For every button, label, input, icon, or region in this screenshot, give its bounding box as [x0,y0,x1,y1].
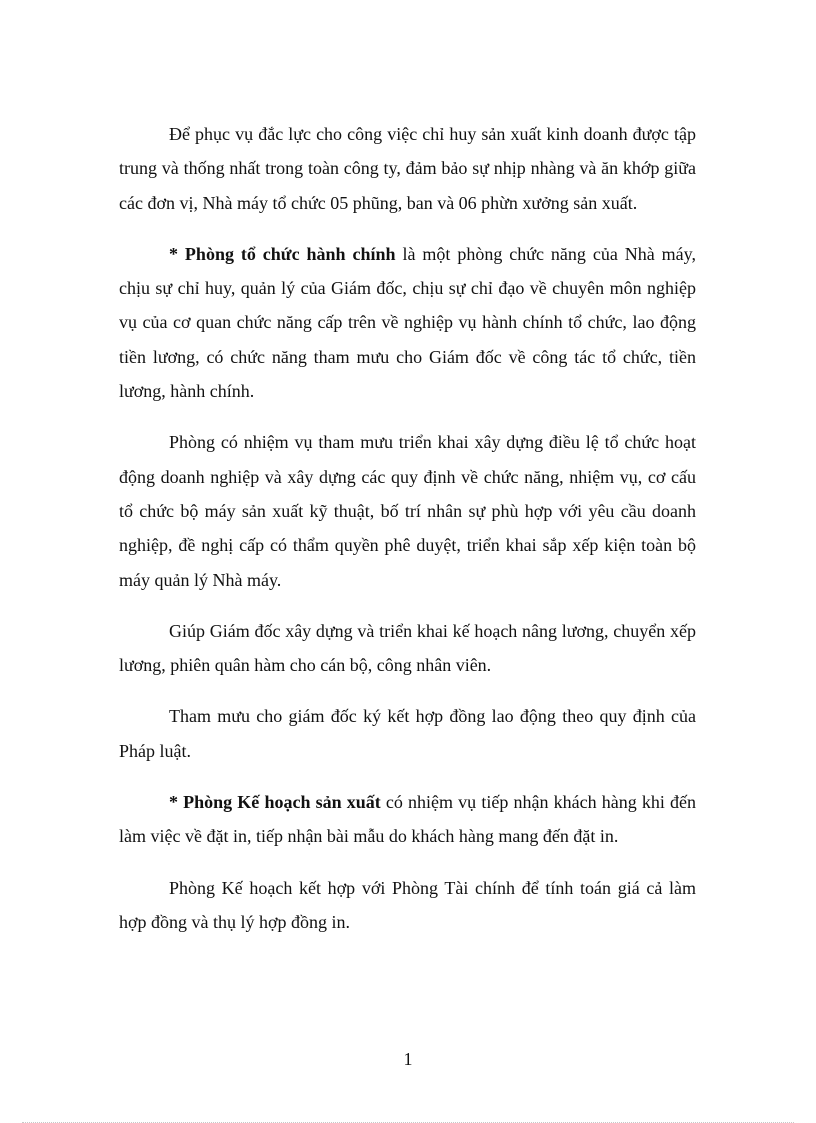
document-body [119,117,696,939]
paragraph-salary [119,614,696,683]
paragraph-intro [119,117,696,220]
paragraph-admin-department [119,237,696,408]
paragraph-planning-department-text: có nhiệm vụ tiếp nhận khách hàng khi đến làm việc về đặt in, tiếp nhận bài mẫu do khách hàng mang đến đặt in. [119,792,696,847]
page-number: 1 [403,1049,413,1069]
paragraph-salary-text: Giúp Giám đốc xây dựng và triển khai kế hoạch nâng lương, chuyển xếp lương, phiên quân hàm cho cán bộ, công nhân viên. [119,620,696,676]
paragraph-admin-duties-text: Phòng có nhiệm vụ tham mưu triển khai xây dựng điều lệ tổ chức hoạt động doanh nghiệp và xây dựng các quy định về chức năng, nhiệm vụ, cơ cấu tổ chức bộ máy sản xuất kỹ thuật, bố trí nhân sự phù hợp với yêu cầu doanh nghiệp, đề nghị cấp có thẩm quyền phê duyệt, triển khai sắp xếp kiện toàn bộ máy quản lý Nhà máy. [119,432,696,590]
paragraph-planning-finance-text: Phòng Kế hoạch kết hợp với Phòng Tài chính để tính toán giá cả làm hợp đồng và thụ lý hợp đồng in. [119,877,696,932]
heading-admin-department: * Phòng tổ chức hành chính [169,243,396,264]
heading-planning-department: * Phòng Kế hoạch sản xuất [169,792,381,813]
paragraph-contracts [119,699,696,768]
paragraph-planning-department [119,785,696,854]
paragraph-intro-text: Để phục vụ đắc lực cho công việc chỉ huy sản xuất kinh doanh được tập trung và thống nhất trong toàn công ty, đảm bảo sự nhịp nhàng và ăn khớp giữa các đơn vị, Nhà máy tổ chức 05 phũng, ban và 06 phừn xưởng sản xuất. [119,124,696,213]
paragraph-admin-duties [119,425,696,596]
paragraph-planning-finance [119,871,696,940]
paragraph-admin-department-text: là một phòng chức năng của Nhà máy, chịu sự chỉ huy, quản lý của Giám đốc, chịu sự chỉ đạo về chuyên môn nghiệp vụ của cơ quan chức năng cấp trên về nghiệp vụ hành chính tổ chức, lao động tiền lương, có chức năng tham mưu cho Giám đốc về công tác tổ chức, tiền lương, hành chính. [119,243,696,402]
paragraph-contracts-text: Tham mưu cho giám đốc ký kết hợp đồng lao động theo quy định của Pháp luật. [119,706,696,761]
